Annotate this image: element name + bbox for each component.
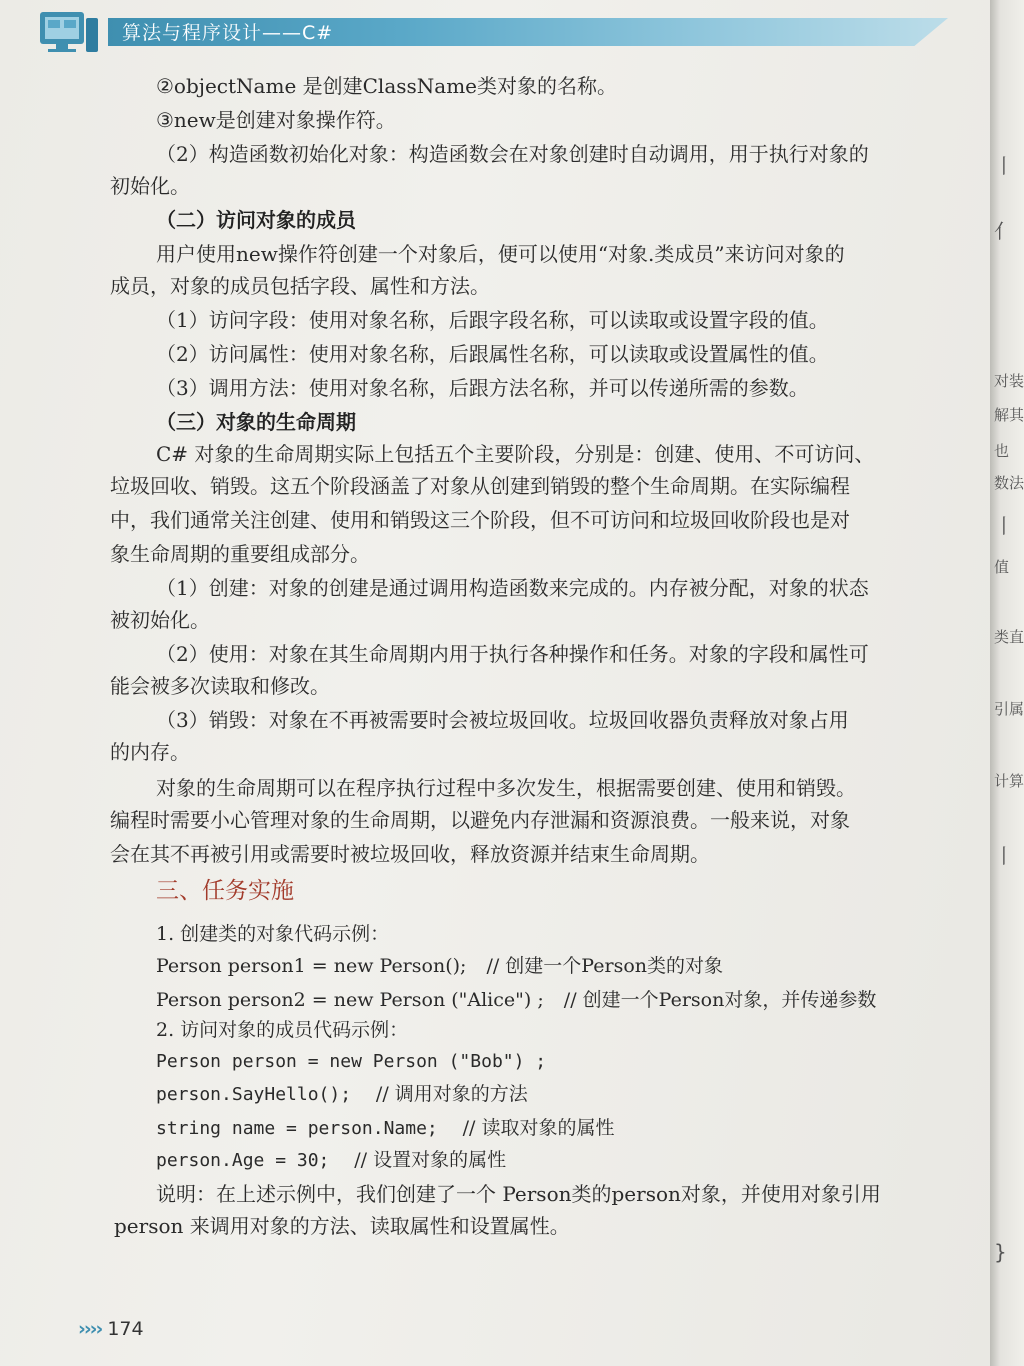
text-line: C# 对象的生命周期实际上包括五个主要阶段，分别是：创建、使用、不可访问、 <box>156 442 875 466</box>
code-line <box>156 1048 546 1076</box>
text-line: 中，我们通常关注创建、使用和销毁这三个阶段，但不可访问和垃圾回收阶段也是对 <box>110 508 850 532</box>
text-line: （1）访问字段：使用对象名称，后跟字段名称，可以读取或设置字段的值。 <box>156 308 829 332</box>
code-text: Person person = new Person ("Bob") ; <box>156 1051 547 1072</box>
text-line: （1）创建：对象的创建是通过调用构造函数来完成的。内存被分配，对象的状态 <box>156 576 869 600</box>
text-line: person 来调用对象的方法、读取属性和设置属性。 <box>114 1214 570 1238</box>
next-page-edge <box>990 0 1024 1366</box>
text-line: ②objectName 是创建ClassName类对象的名称。 <box>156 74 618 98</box>
edge-text: 值 <box>994 558 1010 576</box>
code-comment: // 调用对象的方法 <box>375 1083 528 1105</box>
subheading: （二）访问对象的成员 <box>156 208 356 232</box>
text-line: 垃圾回收、销毁。这五个阶段涵盖了对象从创建到销毁的整个生命周期。在实际编程 <box>110 474 850 498</box>
edge-text: 亻 <box>994 219 1014 243</box>
code-line <box>156 1114 614 1143</box>
edge-text: 计算 <box>994 772 1024 790</box>
text-line: （2）使用：对象在其生命周期内用于执行各种操作和任务。对象的字段和属性可 <box>156 642 869 666</box>
edge-text: 丨 <box>994 154 1014 178</box>
section-title: 三、任务实施 <box>156 878 294 904</box>
code-label: 2. 访问对象的成员代码示例： <box>156 1019 409 1041</box>
page-footer <box>78 1318 144 1340</box>
edge-text: 解其 <box>994 406 1024 424</box>
text-line: 说明：在上述示例中，我们创建了一个 Person类的person对象，并使用对象引用 <box>156 1182 881 1206</box>
code-line <box>156 1080 528 1109</box>
code-text: person.Age = 30; <box>156 1150 330 1171</box>
text-line: 象生命周期的重要组成部分。 <box>110 542 370 566</box>
computer-icon <box>38 8 100 54</box>
text-line: 的内存。 <box>110 740 190 764</box>
edge-text: 丨 <box>994 514 1014 538</box>
edge-text: 引属 <box>994 700 1024 718</box>
text-line: 能会被多次读取和修改。 <box>110 674 330 698</box>
subheading: （三）对象的生命周期 <box>156 410 356 434</box>
text-line: 被初始化。 <box>110 608 210 632</box>
text-line: 成员，对象的成员包括字段、属性和方法。 <box>110 274 490 298</box>
text-line: （3）调用方法：使用对象名称，后跟方法名称，并可以传递所需的参数。 <box>156 376 809 400</box>
edge-text: 类直 <box>994 628 1024 646</box>
text-line: 用户使用new操作符创建一个对象后，便可以使用“对象.类成员”来访问对象的 <box>156 242 845 266</box>
edge-text: 对装 <box>994 372 1024 390</box>
arrow-icon: ›››› <box>78 1318 102 1340</box>
code-label: 1. 创建类的对象代码示例： <box>156 923 390 945</box>
code-line <box>156 952 723 980</box>
code-comment: // 创建一个Person类的对象 <box>486 955 723 977</box>
code-text: Person person2 = new Person ("Alice") ; <box>156 989 544 1011</box>
text-line: （2）构造函数初始化对象：构造函数会在对象创建时自动调用，用于执行对象的 <box>156 142 869 166</box>
code-comment: // 读取对象的属性 <box>462 1117 615 1139</box>
text-line: （2）访问属性：使用对象名称，后跟属性名称，可以读取或设置属性的值。 <box>156 342 829 366</box>
text-line: 编程时需要小心管理对象的生命周期，以避免内存泄漏和资源浪费。一般来说，对象 <box>110 808 850 832</box>
edge-text: 也 <box>994 442 1010 460</box>
code-comment: // 创建一个Person对象，并传递参数 <box>563 989 877 1011</box>
code-comment: // 设置对象的属性 <box>354 1149 507 1171</box>
book-title: 算法与程序设计——C# <box>122 22 334 44</box>
code-text: person.SayHello(); <box>156 1084 352 1105</box>
edge-text: 数法 <box>994 474 1024 492</box>
text-line: ③new是创建对象操作符。 <box>156 108 396 132</box>
text-line: 会在其不再被引用或需要时被垃圾回收，释放资源并结束生命周期。 <box>110 842 710 866</box>
code-text: string name = person.Name; <box>156 1118 438 1139</box>
code-line <box>156 986 876 1014</box>
text-line: 对象的生命周期可以在程序执行过程中多次发生，根据需要创建、使用和销毁。 <box>156 776 856 800</box>
text-line: （3）销毁：对象在不再被需要时会被垃圾回收。垃圾回收器负责释放对象占用 <box>156 708 849 732</box>
code-text: Person person1 = new Person(); <box>156 955 467 977</box>
page-number: 174 <box>107 1318 144 1340</box>
code-line <box>156 1146 506 1175</box>
text-line: 初始化。 <box>110 174 190 198</box>
edge-text: } <box>994 1240 1007 1264</box>
edge-text: 丨 <box>994 844 1014 868</box>
